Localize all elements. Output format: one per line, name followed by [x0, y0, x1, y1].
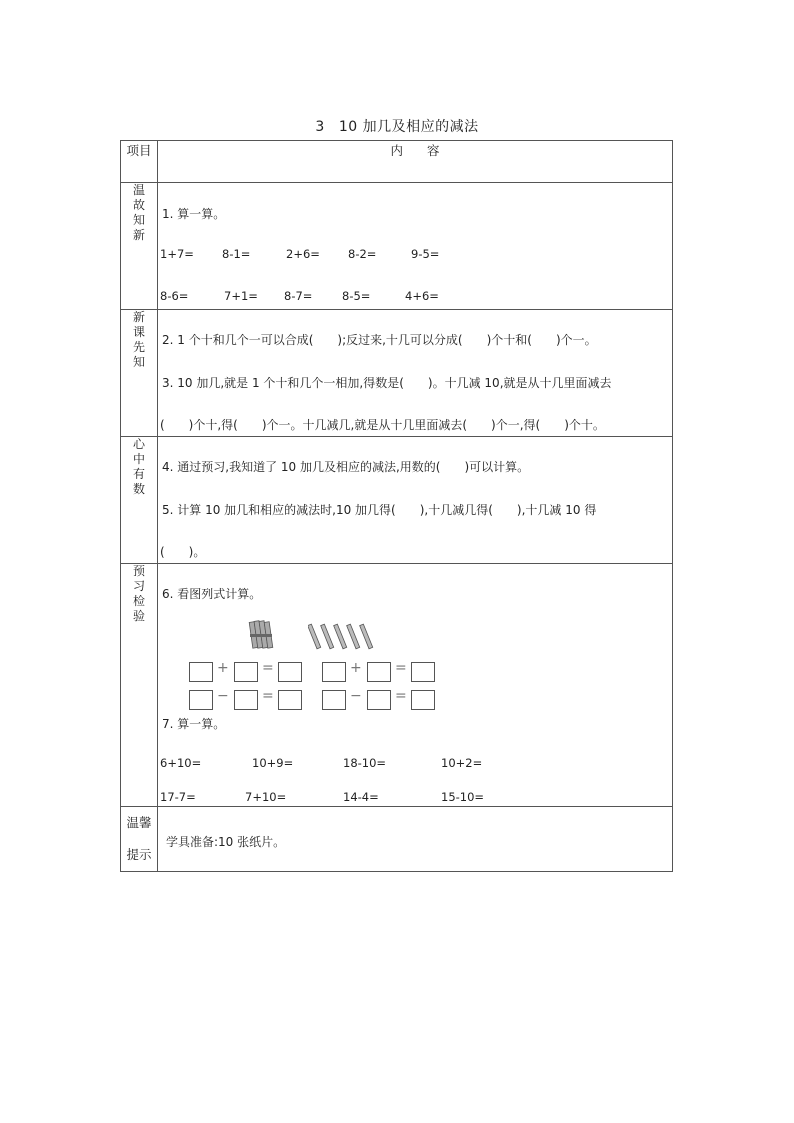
answer-box[interactable]: [234, 662, 258, 682]
answer-box[interactable]: [411, 662, 435, 682]
equals-sign: =: [262, 660, 274, 676]
section-mind: [121, 437, 673, 564]
header-row: [121, 141, 673, 183]
section-content-mind: [158, 437, 673, 564]
plus-sign: +: [217, 660, 229, 676]
section-label-check: 预 习 检 验: [121, 564, 158, 807]
expr: 2+6=: [286, 247, 320, 261]
expr: 14-4=: [343, 790, 379, 804]
section-content-preview: [158, 310, 673, 437]
expr: 17-7=: [160, 790, 196, 804]
section-label-review: 温 故 知 新: [121, 183, 158, 310]
section-preview: [121, 310, 673, 437]
minus-sign: −: [217, 688, 229, 704]
lesson-title: 10 加几及相应的减法: [338, 119, 479, 135]
answer-box[interactable]: [367, 690, 391, 710]
lesson-table: [120, 140, 673, 872]
expr: 10+9=: [252, 756, 294, 770]
answer-box[interactable]: [189, 662, 213, 682]
section-review: [121, 183, 673, 310]
minus-sign: −: [350, 688, 362, 704]
expr: 8-1=: [222, 247, 251, 261]
question-3-line-2: ( )个十,得( )个一。十几减几,就是从十几里面减去( )个一,得( )个十。: [160, 418, 605, 432]
expr: 9-5=: [411, 247, 440, 261]
section-label-preview: 新 课 先 知: [121, 310, 158, 437]
section-content-tip: [158, 807, 673, 872]
section-label-mind: 心 中 有 数: [121, 437, 158, 564]
answer-box[interactable]: [278, 662, 302, 682]
equals-sign: =: [395, 688, 407, 704]
expr: 4+6=: [405, 289, 439, 303]
expr: 18-10=: [343, 756, 387, 770]
question-2: 2. 1 个十和几个一可以合成( );反过来,十几可以分成( )个十和( )个一。: [162, 333, 597, 347]
expr: 8-7=: [284, 289, 313, 303]
section-content-check: [158, 564, 673, 807]
question-5-line-2: ( )。: [160, 545, 206, 559]
question-7: 7. 算一算。: [162, 717, 226, 731]
question-3-line-1: 3. 10 加几,就是 1 个十和几个一相加,得数是( )。十几减 10,就是从十几里面减去: [162, 376, 612, 390]
loose-sticks-icon: [308, 622, 378, 652]
section-check: [121, 564, 673, 807]
answer-box[interactable]: [322, 690, 346, 710]
question-5-line-1: 5. 计算 10 加几和相应的减法时,10 加几得( ),十几减几得( ),十几减 10 得: [162, 503, 597, 517]
question-1: 1. 算一算。: [162, 207, 226, 221]
stick-bundle-icon: [248, 619, 274, 651]
answer-box[interactable]: [322, 662, 346, 682]
page-title: [0, 116, 794, 136]
expr: 15-10=: [441, 790, 485, 804]
equals-sign: =: [395, 660, 407, 676]
equals-sign: =: [262, 688, 274, 704]
expr: 6+10=: [160, 756, 202, 770]
section-label-tip: 温馨 提示: [121, 807, 158, 872]
expr: 10+2=: [441, 756, 483, 770]
answer-box[interactable]: [234, 690, 258, 710]
header-item: 项目: [121, 141, 158, 183]
question-6: 6. 看图列式计算。: [162, 587, 262, 601]
expr: 7+1=: [224, 289, 258, 303]
lesson-number: 3: [315, 119, 325, 135]
answer-box[interactable]: [411, 690, 435, 710]
tip-text: 学具准备:10 张纸片。: [166, 835, 286, 849]
expr: 8-2=: [348, 247, 377, 261]
header-content: 内 容: [158, 141, 673, 183]
plus-sign: +: [350, 660, 362, 676]
expr: 1+7=: [160, 247, 194, 261]
expr: 7+10=: [245, 790, 287, 804]
question-4: 4. 通过预习,我知道了 10 加几及相应的减法,用数的( )可以计算。: [162, 460, 530, 474]
expr: 8-5=: [342, 289, 371, 303]
answer-box[interactable]: [367, 662, 391, 682]
section-content-review: [158, 183, 673, 310]
section-tip: [121, 807, 673, 872]
answer-box[interactable]: [189, 690, 213, 710]
answer-box[interactable]: [278, 690, 302, 710]
expr: 8-6=: [160, 289, 189, 303]
